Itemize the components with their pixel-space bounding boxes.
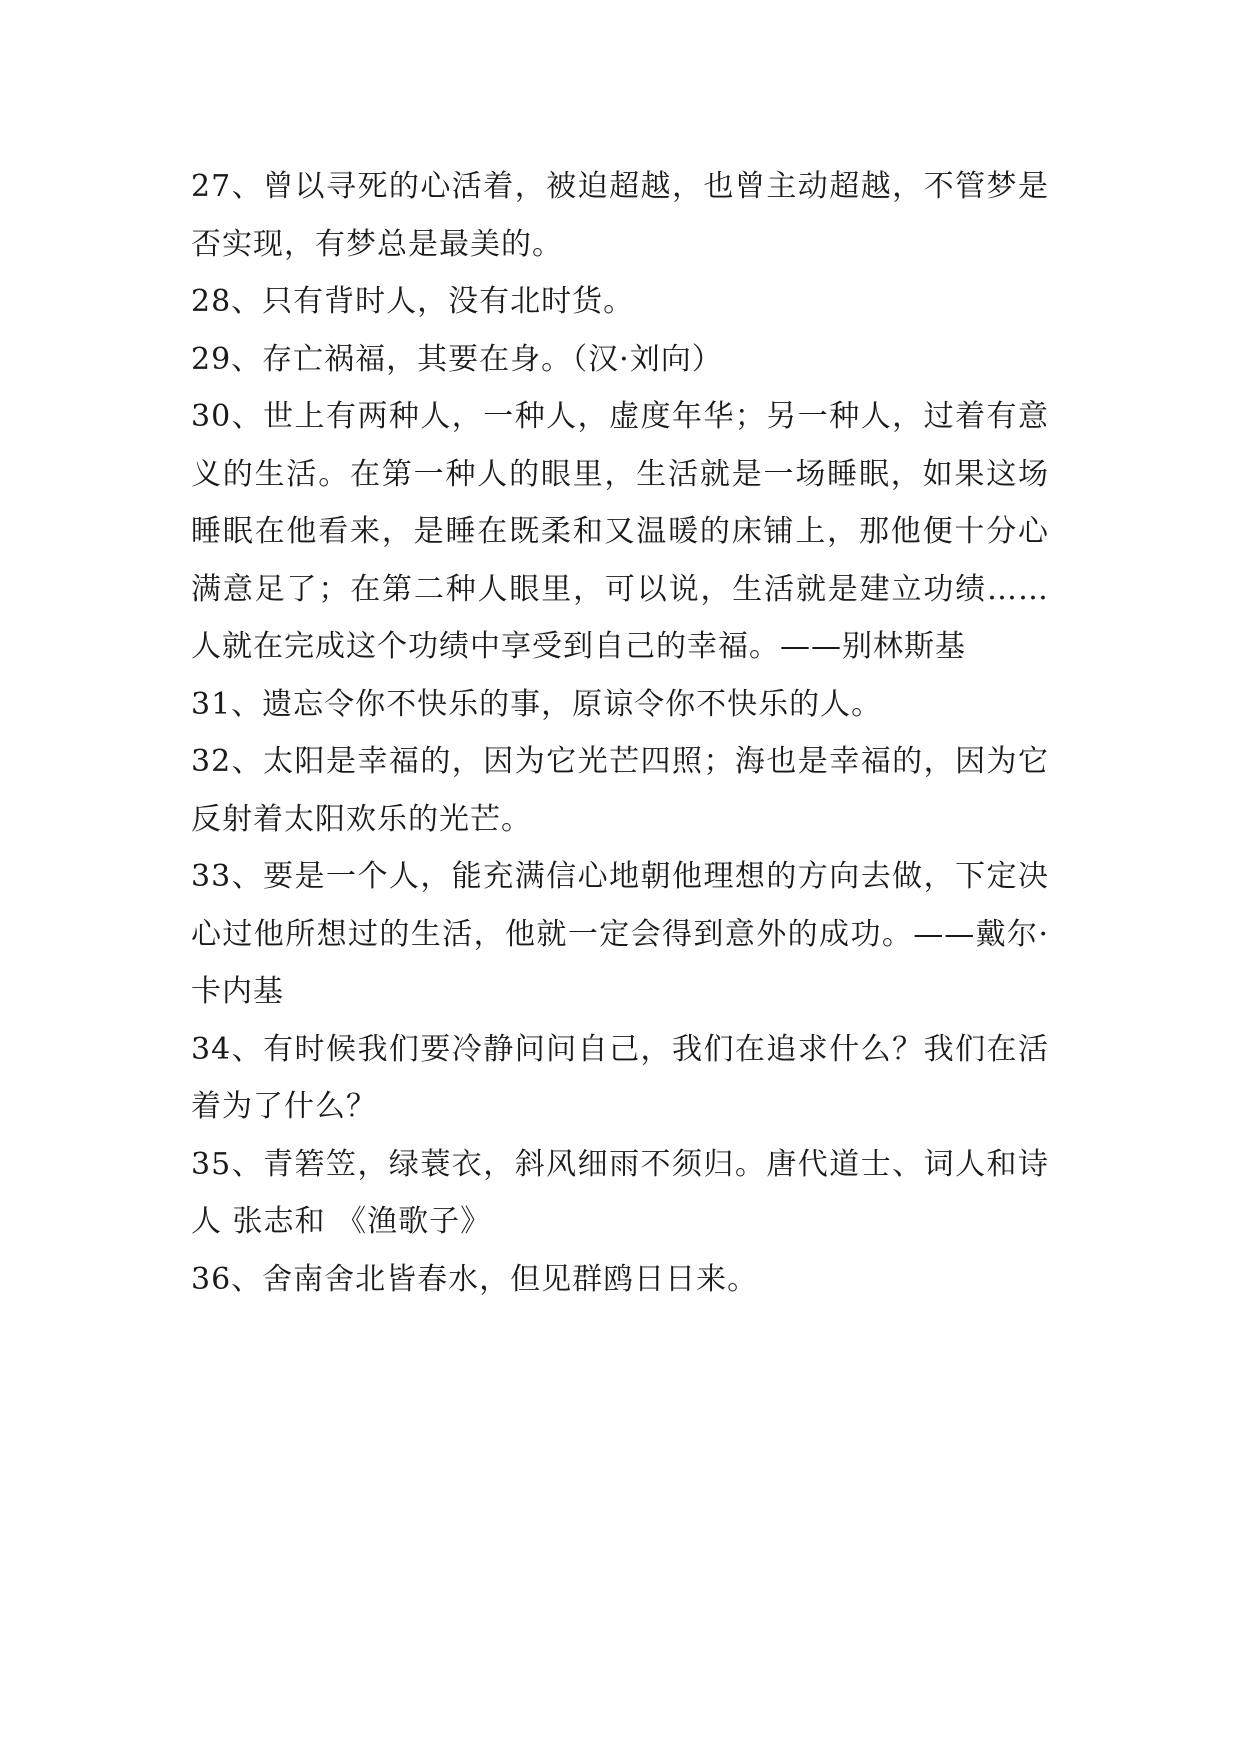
quote-28: 28、只有背时人，没有北时货。 [191, 284, 635, 319]
quote-30: 30、世上有两种人，一种人，虚度年华；另一种人，过着有意义的生活。在第一种人的眼里，生活就是一场睡眠，如果这场睡眠在他看来，是睡在既柔和又温暖的床铺上，那他便十分心满意足了；在第二种人眼里，可以说，生活就是建立功绩……人就在完成这个功绩中享受到自己的幸福。——别林斯基 [191, 399, 1049, 664]
quote-32: 32、太阳是幸福的，因为它光芒四照；海也是幸福的，因为它反射着太阳欢乐的光芒。 [191, 744, 1049, 837]
quote-36: 36、舍南舍北皆春水，但见群鸥日日来。 [191, 1261, 759, 1297]
quote-27: 27、曾以寻死的心活着，被迫超越，也曾主动超越，不管梦是否实现，有梦总是最美的。 [191, 169, 1049, 262]
document-body [191, 158, 1049, 1308]
quote-34: 34、有时候我们要冷静问问自己，我们在追求什么？我们在活着为了什么？ [191, 1031, 1049, 1124]
quote-29: 29、存亡祸福，其要在身。（汉·刘向） [191, 341, 723, 377]
quote-33: 33、要是一个人，能充满信心地朝他理想的方向去做，下定决心过他所想过的生活，他就一定会得到意外的成功。——戴尔·卡内基 [191, 859, 1049, 1009]
quote-35: 35、青箬笠，绿蓑衣，斜风细雨不须归。唐代道士、词人和诗人 张志和 《渔歌子》 [191, 1146, 1049, 1239]
quote-31: 31、遗忘令你不快乐的事，原谅令你不快乐的人。 [191, 686, 883, 722]
